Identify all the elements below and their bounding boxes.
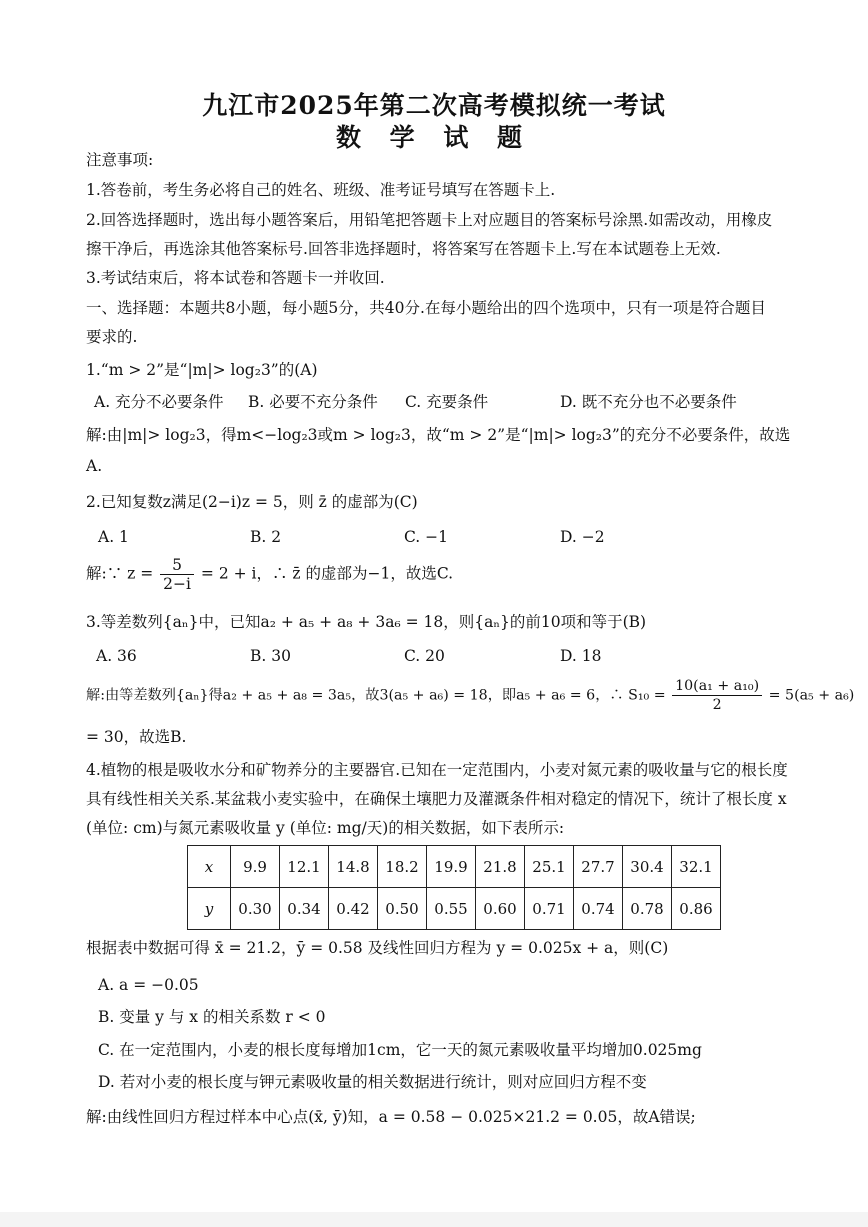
q4-stem-line3: (单位: cm)与氮元素吸收量 y (单位: mg/天)的相关数据，如下表所示: bbox=[86, 819, 565, 837]
table-cell: 0.30 bbox=[231, 888, 280, 930]
q2-solution-pre: 解:∵ z = bbox=[86, 564, 154, 583]
q3-option-b: B. 30 bbox=[250, 647, 291, 665]
q3-solution-post: = 5(a₅ + a₆) bbox=[768, 687, 855, 704]
table-row-x bbox=[188, 846, 721, 888]
q4-option-b: B. 变量 y 与 x 的相关系数 r < 0 bbox=[98, 1008, 326, 1026]
table-cell: 25.1 bbox=[525, 846, 574, 888]
notice-item-1: 1.答卷前，考生务必将自己的姓名、班级、准考证号填写在答题卡上. bbox=[86, 181, 556, 199]
q1-option-a: A. 充分不必要条件 bbox=[94, 393, 224, 411]
table-header-y: y bbox=[188, 888, 231, 930]
table-cell: 12.1 bbox=[280, 846, 329, 888]
table-cell: 0.86 bbox=[672, 888, 721, 930]
q1-option-b: B. 必要不充分条件 bbox=[248, 393, 378, 411]
q3-fraction bbox=[672, 677, 762, 714]
table-cell: 0.74 bbox=[574, 888, 623, 930]
q1-stem: 1.“m > 2”是“|m|> log₂3”的(A) bbox=[86, 361, 318, 379]
table-cell: 0.60 bbox=[476, 888, 525, 930]
q4-stem-line1: 4.植物的根是吸收水分和矿物养分的主要器官.已知在一定范围内，小麦对氮元素的吸收量与它的根长度 bbox=[86, 761, 788, 779]
q1-solution-line2: A. bbox=[86, 457, 103, 475]
table-cell: 27.7 bbox=[574, 846, 623, 888]
q2-fraction bbox=[160, 556, 194, 593]
q3-solution-pre: 解:由等差数列{aₙ}得a₂ + a₅ + a₈ = 3a₅，故3(a₅ + a₆) = 18，即a₅ + a₆ = 6，∴ S₁₀ = bbox=[86, 687, 666, 704]
q2-stem: 2.已知复数z满足(2−i)z = 5，则 z̄ 的虚部为(C) bbox=[86, 493, 418, 511]
q3-option-a: A. 36 bbox=[96, 647, 137, 665]
q3-option-c: C. 20 bbox=[404, 647, 445, 665]
page-bottom-edge bbox=[0, 1212, 868, 1227]
exam-title: 九江市2025年第二次高考模拟统一考试 bbox=[202, 91, 666, 120]
table-cell: 32.1 bbox=[672, 846, 721, 888]
table-cell: 0.42 bbox=[329, 888, 378, 930]
table-cell: 0.50 bbox=[378, 888, 427, 930]
notice-item-3: 3.考试结束后，将本试卷和答题卡一并收回. bbox=[86, 269, 385, 287]
q1-option-d: D. 既不充分也不必要条件 bbox=[560, 393, 737, 411]
notice-item-2b: 擦干净后，再选涂其他答案标号.回答非选择题时，将答案写在答题卡上.写在本试题卷上无效. bbox=[86, 240, 721, 258]
exam-subtitle: 数 学 试 题 bbox=[335, 123, 533, 152]
q3-option-d: D. 18 bbox=[560, 647, 602, 665]
table-header-x: x bbox=[188, 846, 231, 888]
q4-data-table bbox=[187, 845, 721, 930]
q3-solution-line2: = 30，故选B. bbox=[86, 728, 187, 746]
q3-fraction-denominator: 2 bbox=[712, 697, 722, 713]
section-1-instruction-line2: 要求的. bbox=[86, 328, 138, 346]
q4-solution: 解:由线性回归方程过样本中心点(x̄, ȳ)知，a = 0.58 − 0.025×21.2 = 0.05，故A错误; bbox=[86, 1108, 696, 1126]
q2-solution bbox=[86, 556, 453, 593]
notice-item-2a: 2.回答选择题时，选出每小题答案后，用铅笔把答题卡上对应题目的答案标号涂黑.如需改动，用橡皮 bbox=[86, 211, 773, 229]
q2-fraction-denominator: 2−i bbox=[163, 575, 191, 593]
q2-option-b: B. 2 bbox=[250, 528, 282, 546]
q1-solution-line1: 解:由|m|> log₂3，得m<−log₂3或m > log₂3，故“m > 2”是“|m|> log₂3”的充分不必要条件，故选 bbox=[86, 426, 791, 444]
q4-option-c: C. 在一定范围内，小麦的根长度每增加1cm，它一天的氮元素吸收量平均增加0.025mg bbox=[98, 1041, 702, 1059]
table-cell: 9.9 bbox=[231, 846, 280, 888]
q4-option-a: A. a = −0.05 bbox=[98, 976, 199, 994]
q2-option-d: D. −2 bbox=[560, 528, 605, 546]
table-cell: 19.9 bbox=[427, 846, 476, 888]
table-cell: 21.8 bbox=[476, 846, 525, 888]
q1-option-c: C. 充要条件 bbox=[405, 393, 489, 411]
q2-solution-post: = 2 + i，∴ z̄ 的虚部为−1，故选C. bbox=[200, 564, 454, 583]
notice-heading: 注意事项: bbox=[86, 151, 154, 169]
table-row-y bbox=[188, 888, 721, 930]
section-1-instruction-line1: 一、选择题：本题共8小题，每小题5分，共40分.在每小题给出的四个选项中，只有一项是符合题目 bbox=[86, 299, 766, 317]
table-cell: 0.71 bbox=[525, 888, 574, 930]
table-cell: 30.4 bbox=[623, 846, 672, 888]
q2-option-c: C. −1 bbox=[404, 528, 449, 546]
q3-stem: 3.等差数列{aₙ}中，已知a₂ + a₅ + a₈ + 3a₆ = 18，则{aₙ}的前10项和等于(B) bbox=[86, 613, 647, 631]
q3-fraction-numerator: 10(a₁ + a₁₀) bbox=[672, 677, 762, 696]
q4-stem-line2: 具有线性相关关系.某盆栽小麦实验中，在确保土壤肥力及灌溉条件相对稳定的情况下，统计了根长度 x bbox=[86, 790, 787, 808]
table-cell: 0.78 bbox=[623, 888, 672, 930]
q2-fraction-numerator: 5 bbox=[160, 556, 194, 575]
table-cell: 18.2 bbox=[378, 846, 427, 888]
table-cell: 0.55 bbox=[427, 888, 476, 930]
q2-option-a: A. 1 bbox=[98, 528, 129, 546]
q4-option-d: D. 若对小麦的根长度与钾元素吸收量的相关数据进行统计，则对应回归方程不变 bbox=[98, 1073, 647, 1091]
table-cell: 0.34 bbox=[280, 888, 329, 930]
q4-given-data: 根据表中数据可得 x̄ = 21.2，ȳ = 0.58 及线性回归方程为 y = 0.025x + a，则(C) bbox=[86, 939, 669, 957]
q3-solution bbox=[86, 677, 854, 714]
table-cell: 14.8 bbox=[329, 846, 378, 888]
